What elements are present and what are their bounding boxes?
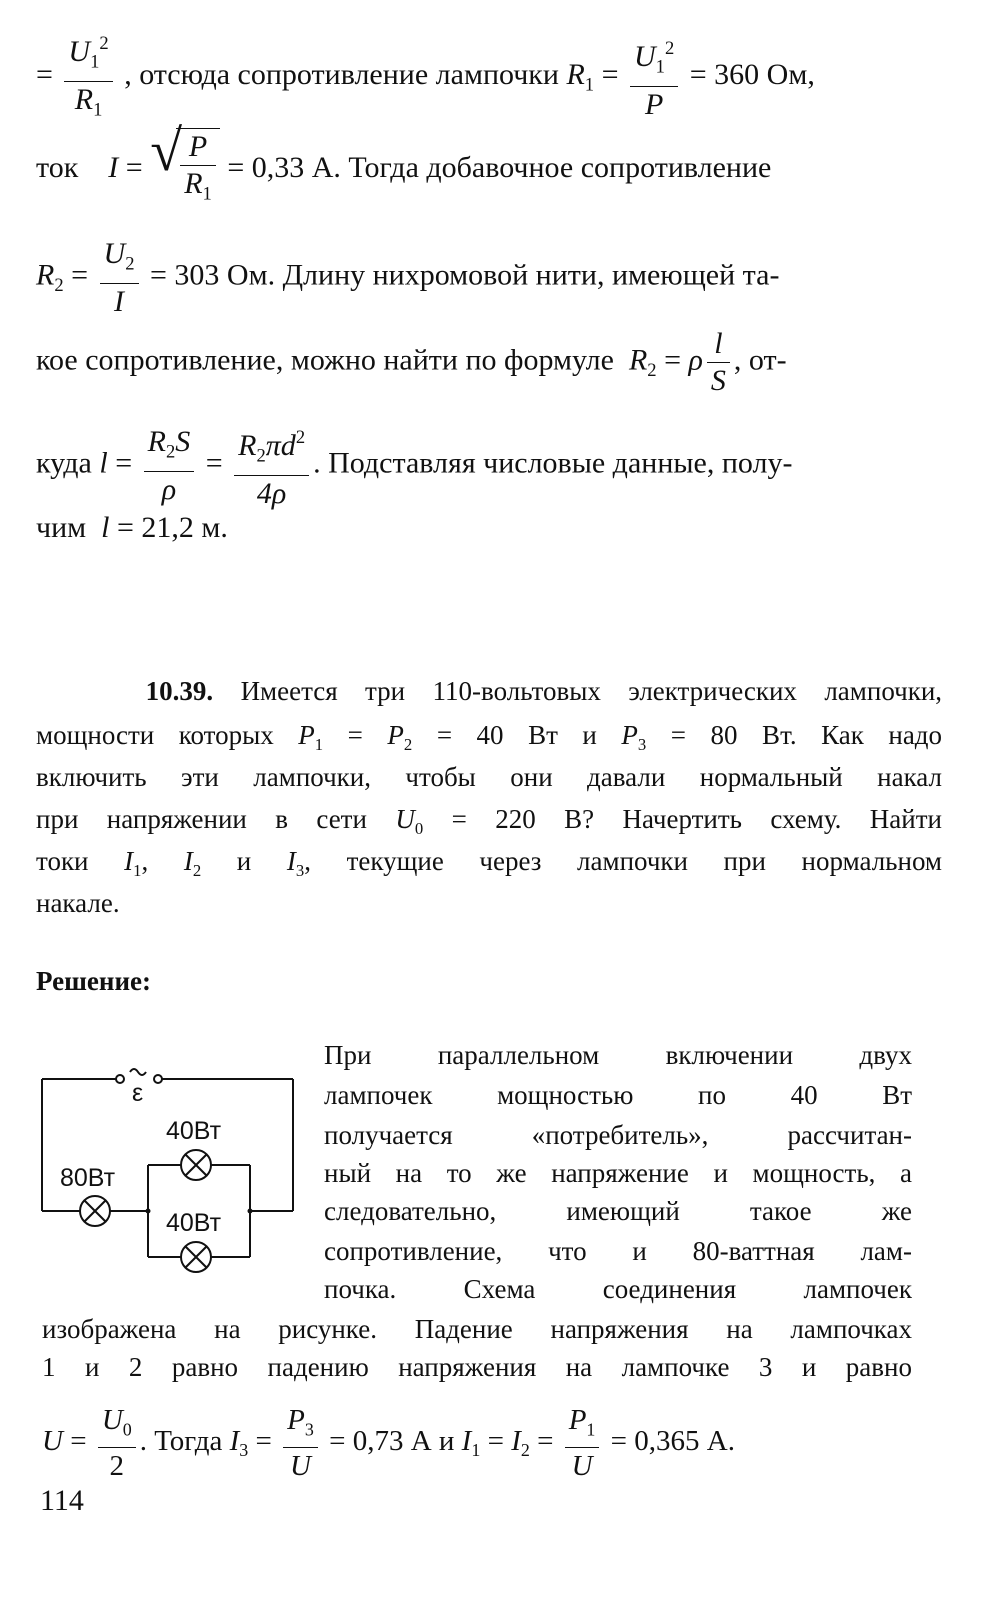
text-segment: , отсюда сопротивление лампочки [124, 57, 559, 91]
text-segment: чим [36, 511, 87, 544]
lamp-40w-top-icon [181, 1150, 211, 1180]
solution-right-3: получается «потребитель», рассчитан- [324, 1120, 912, 1150]
problem-line-3: включить эти лампочки, чтобы они давали нормальный накал [36, 762, 942, 792]
text-segment: кое сопротивление, можно найти по формуле [36, 343, 614, 377]
solution-full-1: изображена на рисунке. Падение напряжения на лампочках [42, 1314, 912, 1344]
text-segment: , от- [733, 343, 787, 377]
fraction-u1sq-over-p: $\frac{U_1^2}{P}$ [630, 31, 678, 123]
source-terminal-right [154, 1075, 162, 1083]
solution-line-3: $R_2$ = $\frac{U_2}{I}$ = 303 Ом. Длину нихромовой нити, имеющей та- [36, 237, 780, 318]
fraction-p-over-r1: $\frac{P}{R_1}$ [180, 129, 216, 213]
text-segment: куда [36, 446, 92, 480]
solution-line-2: ток I = √ $\frac{P}{R_1}$ = 0,33 А. Тогда добавочное сопротивление [36, 128, 942, 213]
lamp-left-label: 80Вт [60, 1164, 116, 1192]
fraction-p1-over-u: $\frac{P_1}{U}$ [565, 1402, 600, 1484]
equals-sign: = [36, 57, 53, 91]
fraction-r2s-over-rho: $\frac{R_2S}{\rho}$ [144, 424, 195, 508]
problem-line-1: 10.39. Имеется три 110-вольтовых электрических лампочки, [145, 676, 943, 706]
fraction-u0-over-2: $\frac{U_0}{2}$ [98, 1402, 136, 1484]
lamp-top-label: 40Вт [166, 1117, 222, 1145]
problem-line-6: накале. [36, 888, 120, 918]
fraction-u2-over-i: $\frac{U_2}{I}$ [100, 236, 139, 320]
solution-final-equation: U = $\frac{U_0}{2}$ . Тогда $I_3$ = $\frac{P_3}{U}$ = 0,73 А и $I_1 = I_2$ = $\frac{P_1}{U}$ = 0,365 А. [42, 1404, 735, 1483]
lamp-80w-icon [80, 1196, 110, 1226]
fraction-p3-over-u: $\frac{P_3}{U}$ [283, 1402, 318, 1484]
page-number: 114 [40, 1484, 84, 1517]
text-segment: ток [36, 151, 79, 185]
square-root: √ $\frac{P}{R_1}$ [150, 128, 220, 213]
solution-right-6: сопротивление, что и 80-ваттная лам- [324, 1236, 912, 1266]
fraction-u1sq-over-r1: $\frac{U_1^2}{R_1}$ [64, 26, 112, 128]
solution-line-5: куда l = $\frac{R_2S}{\rho}$ = $\frac{R_2\pi d^2}{4\rho}$ . Подставляя числовые данные, полу- [36, 420, 942, 512]
source-label: ε [132, 1079, 144, 1107]
problem-number: 10.39. [145, 676, 214, 706]
problem-line-4: при напряжении в сети $U_0 = 220$ В? Начертить схему. Найти [36, 804, 942, 838]
solution-line-6: чим l = 21,2 м. [36, 511, 228, 544]
text-segment: = 0,33 А. Тогда добавочное сопротивление [227, 151, 772, 185]
solution-right-1: При параллельном включении двух [324, 1040, 912, 1070]
solution-right-5: следовательно, имеющий такое же [324, 1196, 912, 1226]
source-terminal-left [116, 1075, 124, 1083]
solution-line-4: кое сопротивление, можно найти по формуле $R_2 = \rho$ $\frac{l}{S}$ , от- [36, 327, 787, 397]
solution-right-4: ный на то же напряжение и мощность, а [324, 1158, 912, 1188]
problem-line-2: мощности которых $P_1 = P_2 = 40$ Вт и $P_3 = 80$ Вт. Как надо [36, 720, 943, 754]
text-segment: . Подставляя числовые данные, полу- [313, 446, 793, 480]
lamp-40w-bottom-icon [181, 1242, 211, 1272]
fraction-r2pid2-over-4rho: $\frac{R_2\pi d^2}{4\rho}$ [234, 420, 309, 512]
solution-full-2: 1 и 2 равно падению напряжения на лампочке 3 и равно [42, 1352, 912, 1382]
solution-right-2: лампочек мощностью по 40 Вт [324, 1080, 912, 1110]
solution-line-1: = $\frac{U_1^2}{R_1}$ , отсюда сопротивление лампочки $R_1$ = $\frac{U_1^2}{P}$ = 360 Ом, [36, 26, 942, 128]
text-segment: = 303 Ом. Длину нихромовой нити, имеющей та- [150, 258, 780, 292]
text-segment: = 360 Ом, [689, 57, 815, 91]
lamp-bottom-label: 40Вт [166, 1209, 222, 1237]
solution-right-7: почка. Схема соединения лампочек [324, 1274, 912, 1304]
fraction-l-over-s: $\frac{l}{S}$ [707, 326, 730, 399]
circuit-diagram [38, 1063, 308, 1273]
solution-heading: Решение: [36, 966, 151, 996]
text-segment: = 21,2 м. [116, 511, 228, 544]
problem-line-5: токи $I_1$, $I_2$ и $I_3$, текущие через лампочки при нормальном [36, 846, 943, 880]
